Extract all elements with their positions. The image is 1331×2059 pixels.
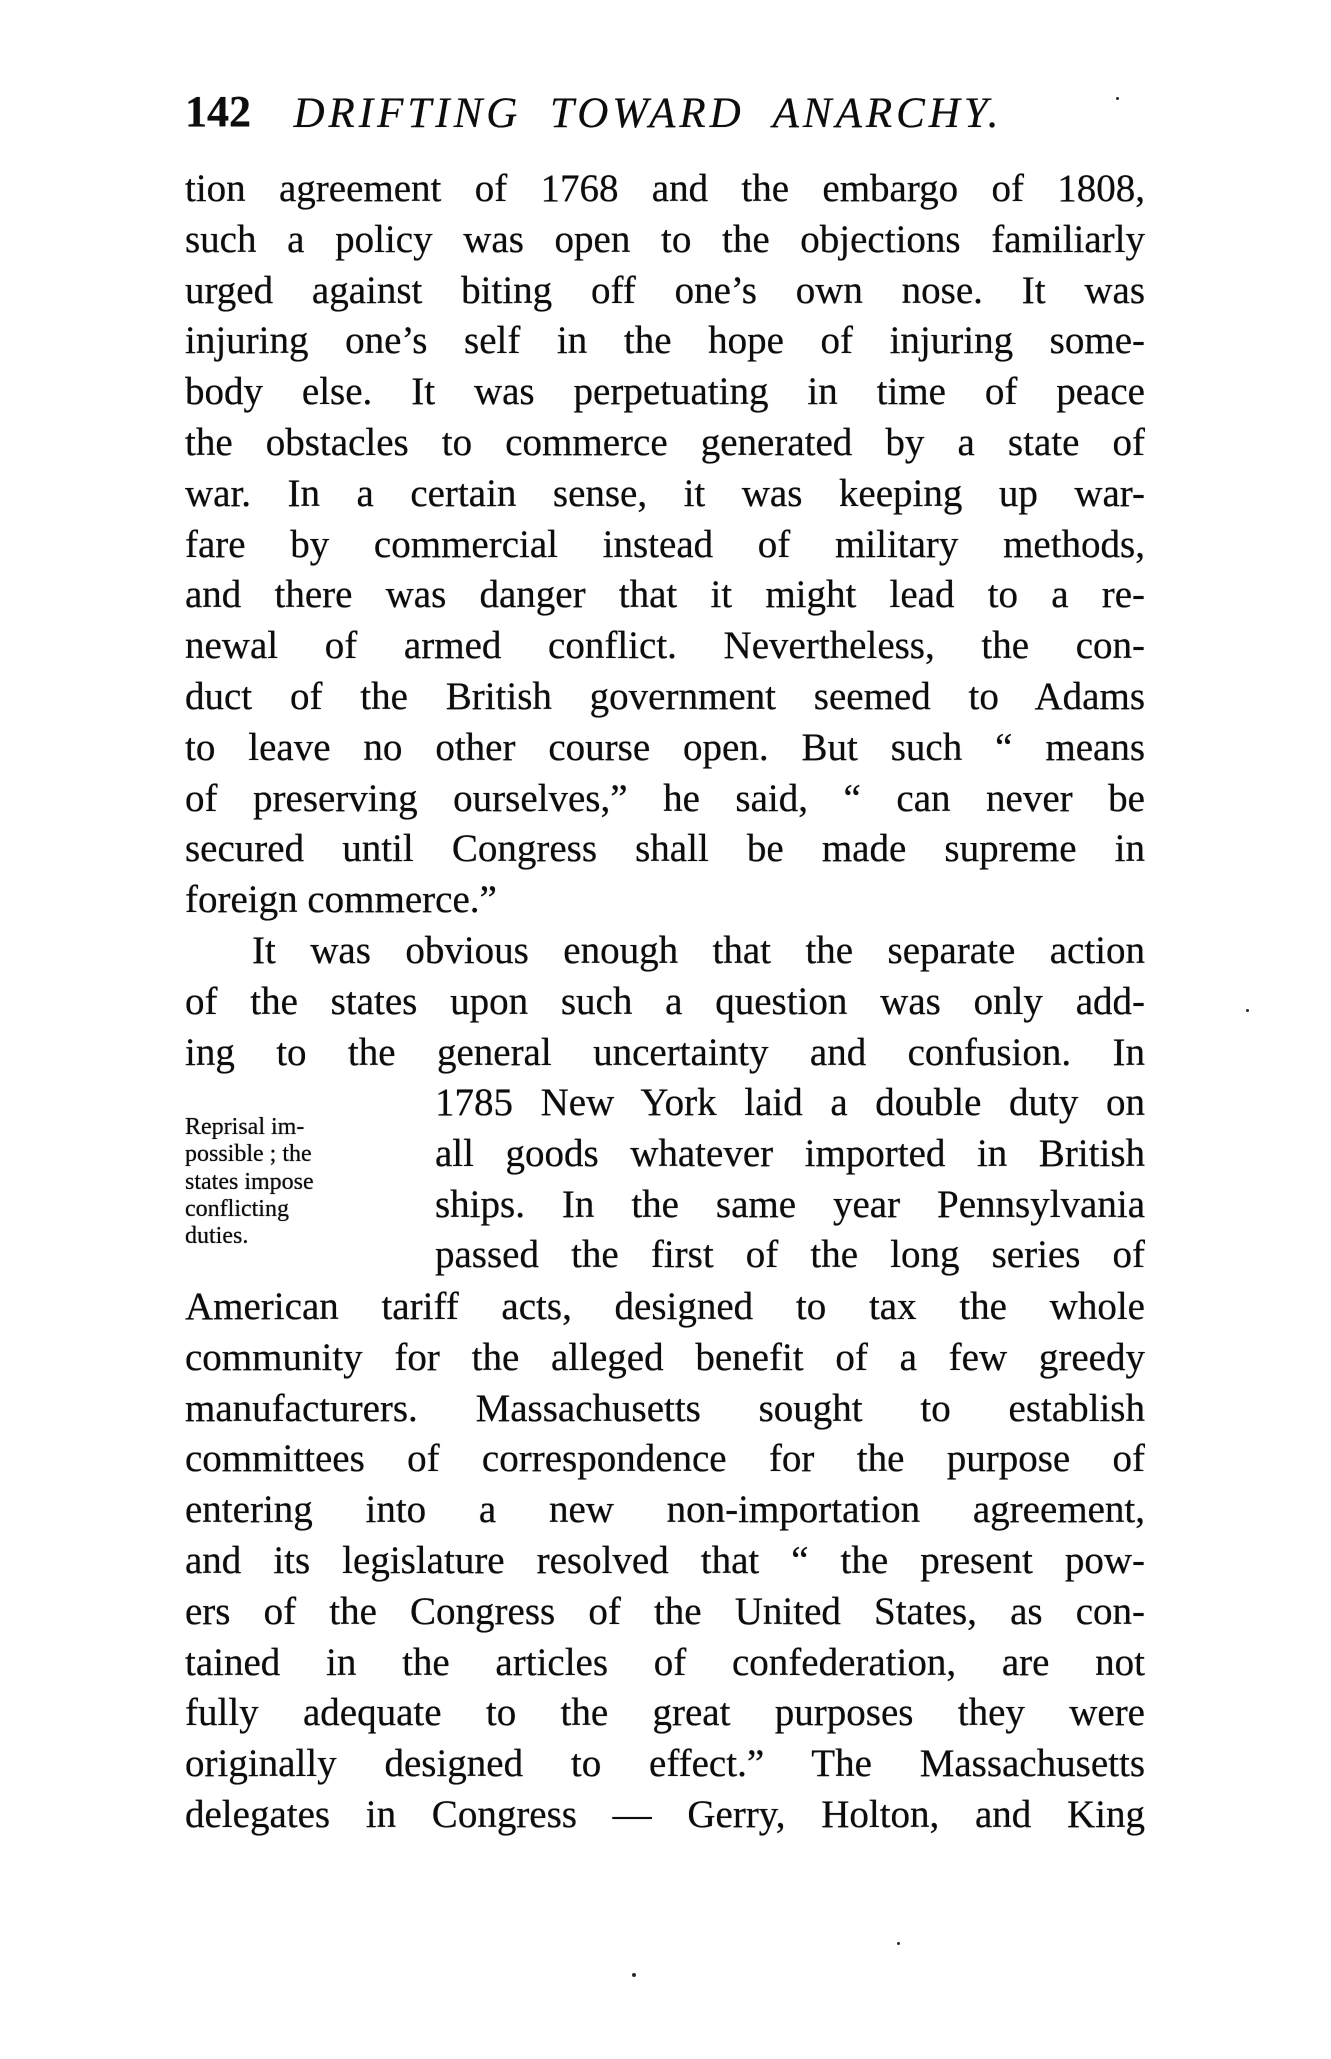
- text-line: fully adequate to the great purposes they were: [185, 1691, 1145, 1735]
- text-line: originally designed to effect.” The Massachusetts: [185, 1742, 1145, 1786]
- text-line: duct of the British government seemed to Adams: [185, 674, 1145, 718]
- text-line: to leave no other course open. But such “ means: [185, 725, 1145, 769]
- paragraph-2-rest: [185, 1282, 1145, 1841]
- text-line: newal of armed conflict. Nevertheless, the con-: [185, 624, 1145, 668]
- text-line: urged against biting off one’s own nose. It was: [185, 268, 1145, 312]
- text-line: delegates in Congress — Gerry, Holton, and King: [185, 1792, 1145, 1836]
- text-line: body else. It was perpetuating in time of peace: [185, 370, 1145, 414]
- text-line: ships. In the same year Pennsylvania: [435, 1182, 1145, 1226]
- text-line: states impose: [185, 1168, 314, 1195]
- text-line: foreign commerce.”: [185, 878, 497, 922]
- text-line: conflicting: [185, 1195, 289, 1222]
- text-line: duties.: [185, 1223, 249, 1250]
- text-line: tion agreement of 1768 and the embargo of 1808,: [185, 167, 1145, 210]
- text-line: fare by commercial instead of military methods,: [185, 522, 1145, 566]
- text-line: American tariff acts, designed to tax the whole: [185, 1285, 1145, 1328]
- text-line: tained in the articles of confederation, are not: [185, 1640, 1145, 1684]
- text-line: passed the first of the long series of: [435, 1233, 1145, 1277]
- text-line: manufacturers. Massachusetts sought to establish: [185, 1386, 1145, 1430]
- page-number: 142: [185, 87, 251, 136]
- text-line: and its legislature resolved that “ the present pow-: [185, 1538, 1145, 1582]
- text-line: possible ; the: [185, 1141, 312, 1168]
- paragraph-2-inset: [435, 1078, 1145, 1281]
- scan-speck: [1116, 97, 1119, 100]
- scan-speck: [1246, 1009, 1249, 1012]
- running-head: DRIFTING TOWARD ANARCHY.: [293, 90, 1003, 137]
- text-line: ing to the general uncertainty and confusion. In: [185, 1030, 1145, 1074]
- text-line: 1785 New York laid a double duty on: [435, 1081, 1145, 1124]
- page-header: [185, 88, 1145, 144]
- margin-note: [185, 1114, 370, 1250]
- text-line: of the states upon such a question was only add-: [185, 979, 1145, 1023]
- text-line: the obstacles to commerce generated by a state of: [185, 420, 1145, 464]
- text-line: injuring one’s self in the hope of injuring some-: [185, 319, 1145, 363]
- text-line: committees of correspondence for the purpose of: [185, 1437, 1145, 1481]
- text-line: and there was danger that it might lead to a re-: [185, 573, 1145, 617]
- scan-speck: [897, 1942, 900, 1945]
- paragraph-continuation: [185, 164, 1145, 926]
- text-line: Reprisal im-: [185, 1114, 305, 1140]
- text-line: secured until Congress shall be made supreme in: [185, 827, 1145, 871]
- text-line: entering into a new non-importation agreement,: [185, 1488, 1145, 1532]
- text-line: such a policy was open to the objections familiarly: [185, 217, 1145, 261]
- paragraph-2-intro: [185, 926, 1145, 1078]
- scan-speck: [632, 1973, 636, 1977]
- text-line: all goods whatever imported in British: [435, 1131, 1145, 1175]
- text-line: ers of the Congress of the United States, as con-: [185, 1589, 1145, 1633]
- text-line: community for the alleged benefit of a few greedy: [185, 1335, 1145, 1379]
- text-line: war. In a certain sense, it was keeping up war-: [185, 471, 1145, 515]
- text-line: of preserving ourselves,” he said, “ can never be: [185, 776, 1145, 820]
- text-line: It was obvious enough that the separate action: [252, 929, 1145, 972]
